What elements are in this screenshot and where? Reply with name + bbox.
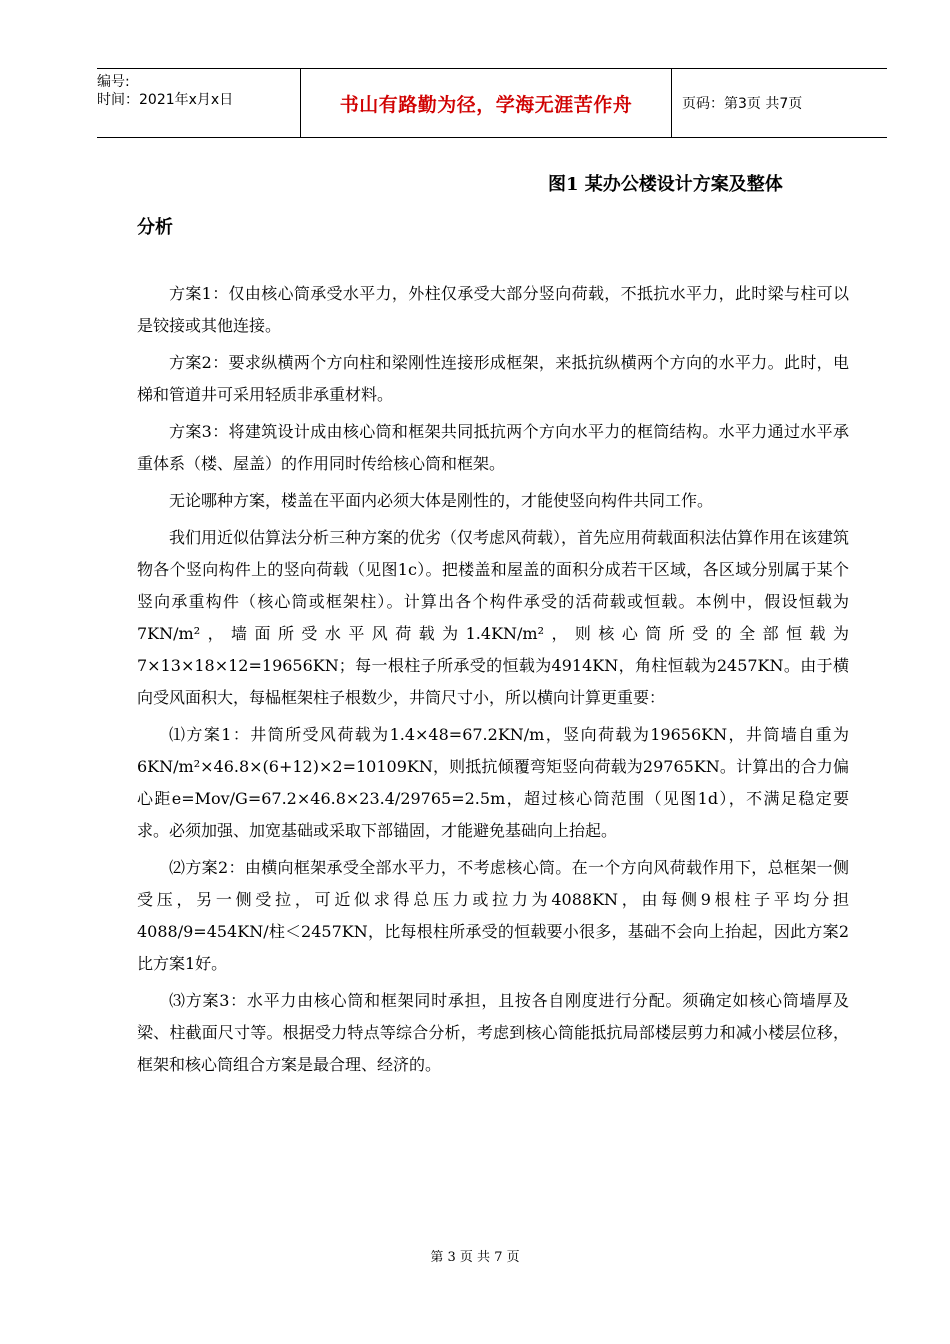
page-footer: 第 3 页 共 7 页: [430, 1250, 520, 1265]
page-header: [97, 68, 887, 138]
header-page-info: 页码：第3页 共7页: [682, 96, 803, 112]
code-label: 编号:: [97, 74, 130, 90]
paragraph-load-estimation: 我们用近似估算法分析三种方案的优劣（仅考虑风荷载），首先应用荷载面积法估算作用在该建筑物各个竖向构件上的竖向荷载（见图1c）。把楼盖和屋盖的面积分成若干区域，各区域分别属于某个竖向承重构件（核心筒或框架柱）。计算出各个构件承受的活荷载或恒载。本例中，假设恒载为7KN/m²，墙面所受水平风荷载为1.4KN/m²，则核心筒所受的全部恒载为7×13×18×12=19656KN；每一根柱子所承受的恒载为4914KN，角柱恒载为2457KN。由于横向受风面积大，每榀框架柱子根数少，井筒尺寸小，所以横向计算更重要：: [137, 528, 850, 707]
document-body: [137, 278, 849, 1086]
paragraph-scheme-1: 方案1：仅由核心筒承受水平力，外柱仅承受大部分竖向荷载，不抵抗水平力，此时梁与柱可以是铰接或其他连接。: [137, 284, 849, 335]
paragraph-analysis-2: ⑵方案2：由横向框架承受全部水平力，不考虑核心筒。在一个方向风荷载作用下，总框架一侧受压，另一侧受拉，可近似求得总压力或拉力为4088KN，由每侧9根柱子平均分担4088/9=454KN/柱＜2457KN，比每根柱所承受的恒载要小很多，基础不会向上抬起，因此方案2比方案1好。: [137, 858, 849, 973]
paragraph-scheme-2: 方案2：要求纵横两个方向柱和梁刚性连接形成框架，来抵抗纵横两个方向的水平力。此时，电梯和管道井可采用轻质非承重材料。: [137, 353, 849, 404]
paragraph-analysis-1: ⑴方案1：井筒所受风荷载为1.4×48=67.2KN/m，竖向荷载为19656KN，井筒墙自重为6KN/m²×46.8×(6+12)×2=10109KN，则抵抗倾覆弯矩竖向荷载为29765KN。计算出的合力偏心距e=Mov/G=67.2×46.8×23.4/29765=2.5m，超过核心筒范围（见图1d），不满足稳定要求。必须加强、加宽基础或采取下部锚固，才能避免基础向上抬起。: [137, 725, 849, 840]
figure-title: 图1 某办公楼设计方案及整体: [548, 174, 783, 195]
paragraph-analysis-3: ⑶方案3：水平力由核心筒和框架同时承担，且按各自刚度进行分配。须确定如核心筒墙厚及梁、柱截面尺寸等。根据受力特点等综合分析，考虑到核心筒能抵抗局部楼层剪力和减小楼层位移，框架和核心筒组合方案是最合理、经济的。: [137, 991, 849, 1074]
figure-title-continued: 分析: [137, 217, 173, 238]
time-label: 时间：2021年x月x日: [97, 92, 234, 108]
header-motto: 书山有路勤为径，学海无涯苦作舟: [300, 69, 672, 137]
paragraph-scheme-3: 方案3：将建筑设计成由核心筒和框架共同抵抗两个方向水平力的框筒结构。水平力通过水平承重体系（楼、屋盖）的作用同时传给核心筒和框架。: [137, 422, 849, 473]
header-meta: [97, 69, 300, 137]
paragraph-floor-rigidity: 无论哪种方案，楼盖在平面内必须大体是刚性的，才能使竖向构件共同工作。: [169, 491, 714, 510]
